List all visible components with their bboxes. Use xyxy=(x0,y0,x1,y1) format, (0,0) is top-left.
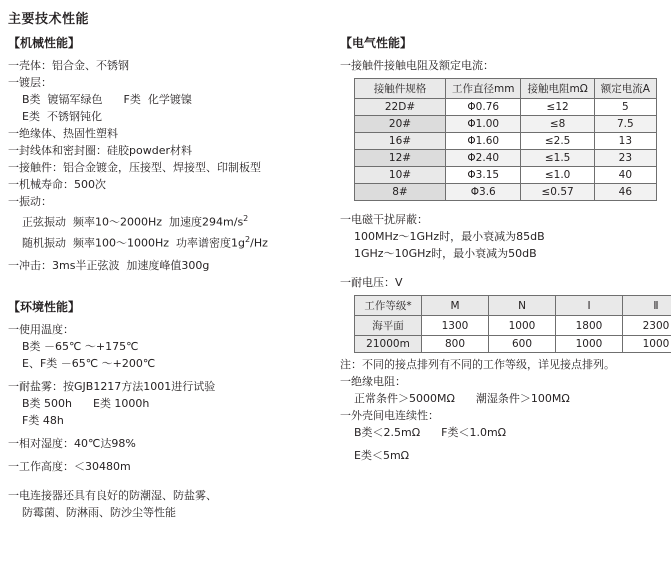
table-row xyxy=(355,99,657,116)
left-column xyxy=(8,34,338,521)
spec-line: F类 48h xyxy=(22,414,64,428)
table-cell: 5 xyxy=(594,99,656,116)
voltage-table-note: 注：不同的接点排列有不同的工作等级，详见接点排列。 xyxy=(340,358,615,371)
table-cell: 1000 xyxy=(623,336,671,353)
table-cell: 10# xyxy=(355,167,446,184)
section-heading-environment: 【环境性能】 xyxy=(8,300,81,315)
spec-line: 一封线体和密封圈：硅胶powder材料 xyxy=(8,144,192,157)
table-cell: 23 xyxy=(594,150,656,167)
table-cell: ≤0.57 xyxy=(521,184,594,201)
table-header-row xyxy=(355,296,671,316)
column-header: N xyxy=(489,296,556,316)
table-cell: 13 xyxy=(594,133,656,150)
table-row xyxy=(355,116,657,133)
table-cell: ≤2.5 xyxy=(521,133,594,150)
table-row xyxy=(355,336,671,353)
spec-line-vibration-sine xyxy=(8,210,338,231)
column-header: Ⅰ xyxy=(556,296,623,316)
spec-line: B类 镀镉军绿色 F类 化学镀镍 xyxy=(22,93,192,106)
table-cell: Φ3.6 xyxy=(446,184,521,201)
table-cell: 12# xyxy=(355,150,446,167)
column-header: 接触件规格 xyxy=(355,79,446,99)
table-row xyxy=(355,316,671,336)
spec-line-shock: 一冲击：3ms半正弦波 加速度峰值300g xyxy=(8,259,210,273)
table-cell: ≤8 xyxy=(521,116,594,133)
spec-line: 一电连接器还具有良好的防潮湿、防盐雾、 xyxy=(8,489,217,503)
column-header: 额定电流A xyxy=(594,79,656,99)
contact-table-intro: 一接触件接触电阻及额定电流： xyxy=(340,59,494,72)
table-cell: 1000 xyxy=(489,316,556,336)
spec-line: E类＜5mΩ xyxy=(354,449,410,462)
spec-line: 一振动： xyxy=(8,195,52,208)
spec-line: E类 不锈钢钝化 xyxy=(22,110,102,123)
spec-line: 一电磁干扰屏蔽： xyxy=(340,213,428,226)
table-cell: 22D# xyxy=(355,99,446,116)
table-cell: 8# xyxy=(355,184,446,201)
table-header-row xyxy=(355,79,657,99)
table-cell: 20# xyxy=(355,116,446,133)
spec-line: B类 500h E类 1000h xyxy=(22,397,150,411)
table-cell: 1800 xyxy=(556,316,623,336)
vibration-sine-text: 正弦振动 频率10～2000Hz 加速度294m/s xyxy=(22,215,244,229)
table-cell: 7.5 xyxy=(594,116,656,133)
vibration-random-tail: /Hz xyxy=(250,236,268,250)
spec-line: 一外壳间电连续性： xyxy=(340,409,439,422)
table-cell: 21000m xyxy=(355,336,422,353)
table-cell: ≤12 xyxy=(521,99,594,116)
table-cell: 1300 xyxy=(422,316,489,336)
table-row xyxy=(355,150,657,167)
spec-line: 一相对湿度：40℃达98% xyxy=(8,437,136,451)
spec-line: 一使用温度： xyxy=(8,323,74,337)
table-cell: Φ1.00 xyxy=(446,116,521,133)
table-cell: 2300 xyxy=(623,316,671,336)
spec-line: 一镀层： xyxy=(8,76,52,89)
spec-line: 防霉菌、防淋雨、防沙尘等性能 xyxy=(22,506,176,520)
table-cell: Φ1.60 xyxy=(446,133,521,150)
table-cell: Φ3.15 xyxy=(446,167,521,184)
column-header: 工作等级* xyxy=(355,296,422,316)
spec-line: 100MHz～1GHz时，最小衰减为85dB xyxy=(354,230,545,243)
table-row xyxy=(355,184,657,201)
voltage-table-intro: 一耐电压：V xyxy=(340,276,403,289)
table-cell: 46 xyxy=(594,184,656,201)
section-heading-electrical: 【电气性能】 xyxy=(340,36,413,50)
column-header: M xyxy=(422,296,489,316)
page-title: 主要技术性能 xyxy=(8,12,90,27)
right-column xyxy=(340,34,670,464)
vibration-sine-sup: 2 xyxy=(243,214,249,223)
table-cell: 40 xyxy=(594,167,656,184)
column-header: Ⅱ xyxy=(623,296,671,316)
vibration-random-text: 随机振动 频率100～1000Hz 功率谱密度1g xyxy=(22,236,246,250)
table-cell: 1000 xyxy=(556,336,623,353)
column-header: 工作直径mm xyxy=(446,79,521,99)
table-row xyxy=(355,167,657,184)
withstand-voltage-table xyxy=(354,295,671,353)
spec-line: E、F类 －65℃ ～+200℃ xyxy=(22,357,156,371)
spec-line: 一壳体：铝合金、不锈钢 xyxy=(8,59,129,72)
vibration-random-sup: 2 xyxy=(245,234,251,244)
table-cell: Φ2.40 xyxy=(446,150,521,167)
table-cell: ≤1.0 xyxy=(521,167,594,184)
column-header: 接触电阻mΩ xyxy=(521,79,594,99)
table-cell: 海平面 xyxy=(355,316,422,336)
spec-line: 1GHz～10GHz时，最小衰减为50dB xyxy=(354,247,537,260)
spec-line: 一绝缘体、热固性塑料 xyxy=(8,127,118,140)
table-cell: Φ0.76 xyxy=(446,99,521,116)
spec-line: 一绝缘电阻： xyxy=(340,375,406,388)
table-cell: 16# xyxy=(355,133,446,150)
spec-line: 一工作高度：＜30480m xyxy=(8,460,131,474)
spec-line: 正常条件＞5000MΩ 潮湿条件＞100MΩ xyxy=(354,392,570,405)
spec-line: B类＜2.5mΩ F类＜1.0mΩ xyxy=(354,426,507,439)
spec-line: 一接触件：铝合金镀金，压接型、焊接型、印制板型 xyxy=(8,161,261,174)
table-cell: ≤1.5 xyxy=(521,150,594,167)
spec-line-vibration-random xyxy=(8,231,338,252)
spec-line: 一机械寿命：500次 xyxy=(8,178,106,191)
table-cell: 600 xyxy=(489,336,556,353)
spec-line: B类 －65℃ ～+175℃ xyxy=(22,340,139,354)
table-cell: 800 xyxy=(422,336,489,353)
table-row xyxy=(355,133,657,150)
spec-line: 一耐盐雾：按GJB1217方法1001进行试验 xyxy=(8,380,216,394)
section-heading-mechanical: 【机械性能】 xyxy=(8,36,81,50)
contact-resistance-table xyxy=(354,78,657,201)
